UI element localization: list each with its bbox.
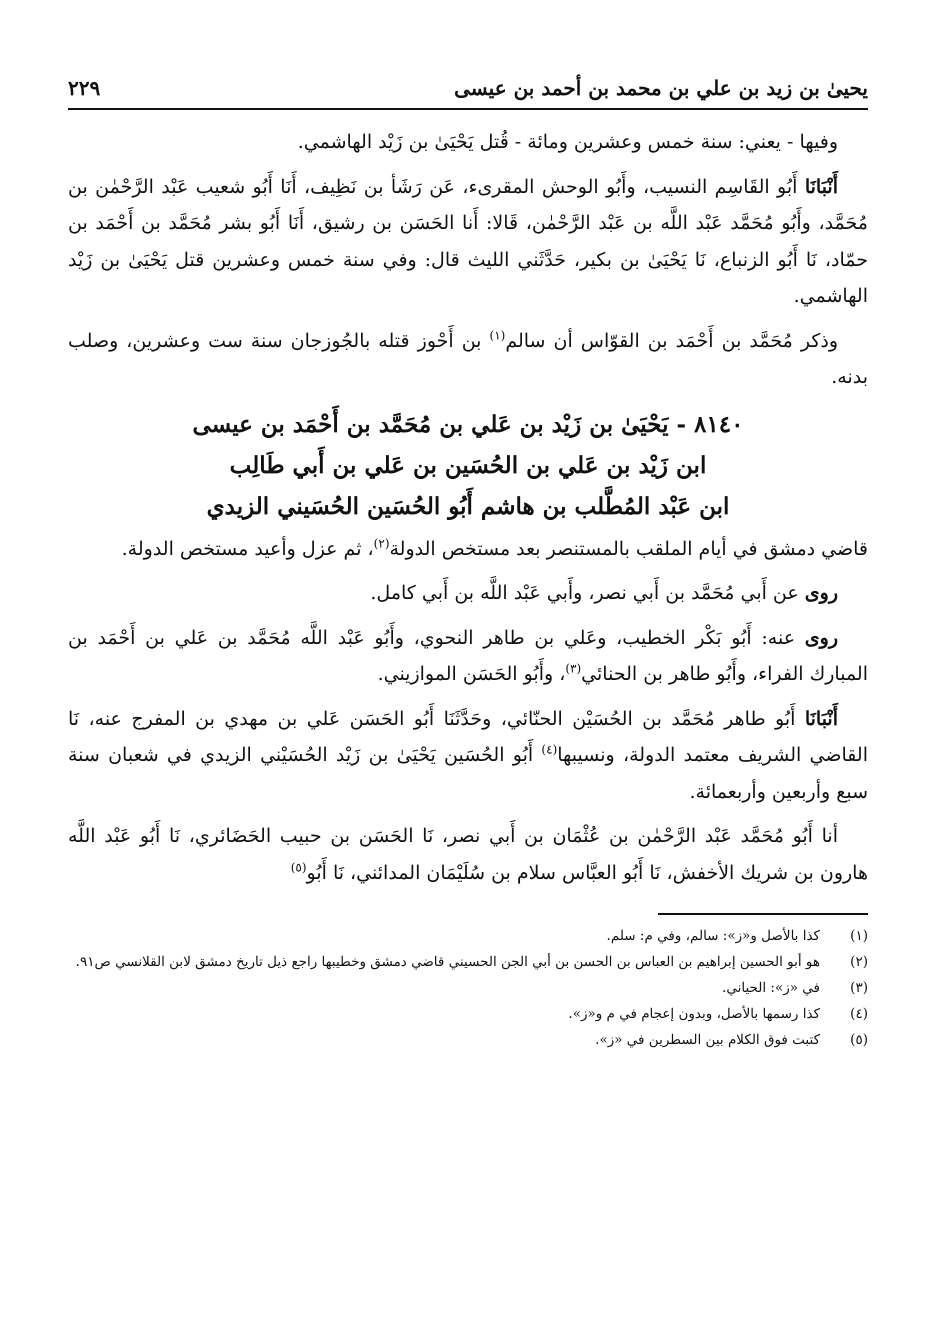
paragraph-text: قاضي دمشق في أيام الملقب بالمستنصر بعد مستخص الدولة [389,537,868,560]
entry-heading-line: ابن عَبْد المُطَّلب بن هاشم أَبُو الحُسَين الحُسَيني الزيدي [206,492,730,520]
entry-heading [68,404,868,527]
footnote-number: (٢) [850,954,868,970]
paragraph-text: وذكر مُحَمَّد بن أَحْمَد بن القوّاس أن سالم [505,329,838,352]
footnote-number: (٥) [850,1032,868,1048]
riwaya-lead: روى [804,582,838,604]
page-number: ٢٢٩ [68,76,101,100]
entry-heading-line: ٨١٤٠ - يَحْيَىٰ بن زَيْد بن عَلي بن مُحَمَّد بن أَحْمَد بن عيسى [192,410,744,438]
paragraph-text: أنا أَبُو مُحَمَّد عَبْد الرَّحْمٰن بن عُثْمَان بن أَبي نصر، نَا الحَسَن بن حبيب الحَضَائري، نَا أَبُو عَبْد اللَّه هارون بن شريك الأخفش، نَا أَبُو العبَّاس سلام بن سُلَيْمَان المدائني، نَا أَبُو [68,825,868,884]
footnote-ref: (٥) [290,860,307,875]
paragraph-text: عنه: أَبُو بَكْر الخطيب، وعَلي بن طاهر النحوي، وأَبُو عَبْد اللَّه مُحَمَّد بن عَلي بن أَحْمَد بن المبارك الفراء، وأَبُو طاهر بن الحنائي [68,626,868,685]
footnote-text: كذا رسمها بالأصل، وبدون إعجام في م و«ز». [568,1006,820,1022]
paragraph-text: أَبُو القَاسِم النسيب، وأَبُو الوحش المقرىء، عَن رَشَأ بن نَظِيف، أَنَا أَبُو شعيب عَبْد الرَّحْمٰن بن مُحَمَّد، وأَبُو مُحَمَّد عَبْد اللَّه بن عَبْد الرَّحْمٰن، قَالا: أَنا الحَسَن بن رشيق، أَنَا أَبُو بشر مُحَمَّد بن أَحْمَد بن حمّاد، نَا أَبُو الزنباع، نَا يَحْيَىٰ بن بكير، حَدَّثَني الليث قال: وفي سنة خمس وعشرين قتل يَحْيَىٰ بن زَيْد الهاشمي. [68,175,868,307]
document-page [68,72,868,1322]
footnote-divider [658,913,868,915]
footnotes [68,923,868,1053]
footnote [68,949,868,975]
footnote-number: (٣) [850,980,868,996]
paragraph-text: أَبُو طاهر مُحَمَّد بن الحُسَيْن الحنّائي، وحَدَّثَنَا أَبُو الحَسَن عَلي بن مهدي بن المفرج عنه، نَا القاضي الشريف معتمد الدولة، ونسيبها [68,707,868,766]
footnote [68,1001,868,1027]
footnote [68,1027,868,1053]
paragraph [68,818,868,891]
footnote-text: كتبت فوق الكلام بين السطرين في «ز». [595,1032,820,1048]
footnote-ref: (٣) [565,661,582,676]
footnote-ref: (١) [489,328,506,343]
footnote-ref: (٤) [541,742,558,757]
running-title: يحيىٰ بن زيد بن علي بن محمد بن أحمد بن عيسى [454,76,868,100]
paragraph [68,531,868,568]
entry-heading-line: ابن زَيْد بن عَلي بن الحُسَين بن عَلي بن أَبي طَالِب [229,451,707,479]
paragraph-text: أَبُو الحُسَين يَحْيَىٰ بن زَيْد الحُسَيْني الزيدي في شعبان سنة سبع وأربعين وأربعمائة. [68,744,868,803]
footnote-ref: (٢) [373,536,390,551]
riwaya-lead: روى [804,626,838,649]
paragraph [68,169,868,315]
paragraph [68,323,868,396]
main-text [68,124,868,891]
footnote-number: (٤) [850,1006,868,1022]
footnote-text: في «ز»: الحياني. [722,980,820,996]
paragraph [68,575,868,612]
footnote [68,923,868,949]
paragraph-text: ، ثم عزل وأعيد مستخص الدولة. [121,537,374,560]
footnote-text: هو أبو الحسين إبراهيم بن العباس بن الحسن بن أبي الجن الحسيني قاضي دمشق وخطيبها راجع ذيل تاريخ دمشق لابن القلانسي ص٩١. [75,954,820,970]
paragraph [68,701,868,811]
paragraph [68,124,868,161]
isnad-lead: أَنْبَانَا [804,707,838,730]
paragraph [68,620,868,693]
paragraph-text: ، وأَبُو الحَسَن الموازيني. [377,663,566,685]
footnote [68,975,868,1001]
paragraph-text: وفيها - يعني: سنة خمس وعشرين ومائة - قُتل يَحْيَىٰ بن زَيْد الهاشمي. [297,131,838,153]
footnote-text: كذا بالأصل و«ز»: سالم، وفي م: سلم. [606,928,820,944]
footnote-number: (١) [850,928,868,944]
paragraph-text: بن أَحْوز قتله بالجُوزجان سنة ست وعشرين، وصلب بدنه. [68,329,868,388]
isnad-lead: أَنْبَانَا [804,175,838,198]
page-header [68,72,868,110]
paragraph-text: عن أَبي مُحَمَّد بن أَبي نصر، وأَبي عَبْد اللَّه بن أَبي كامل. [370,582,805,604]
